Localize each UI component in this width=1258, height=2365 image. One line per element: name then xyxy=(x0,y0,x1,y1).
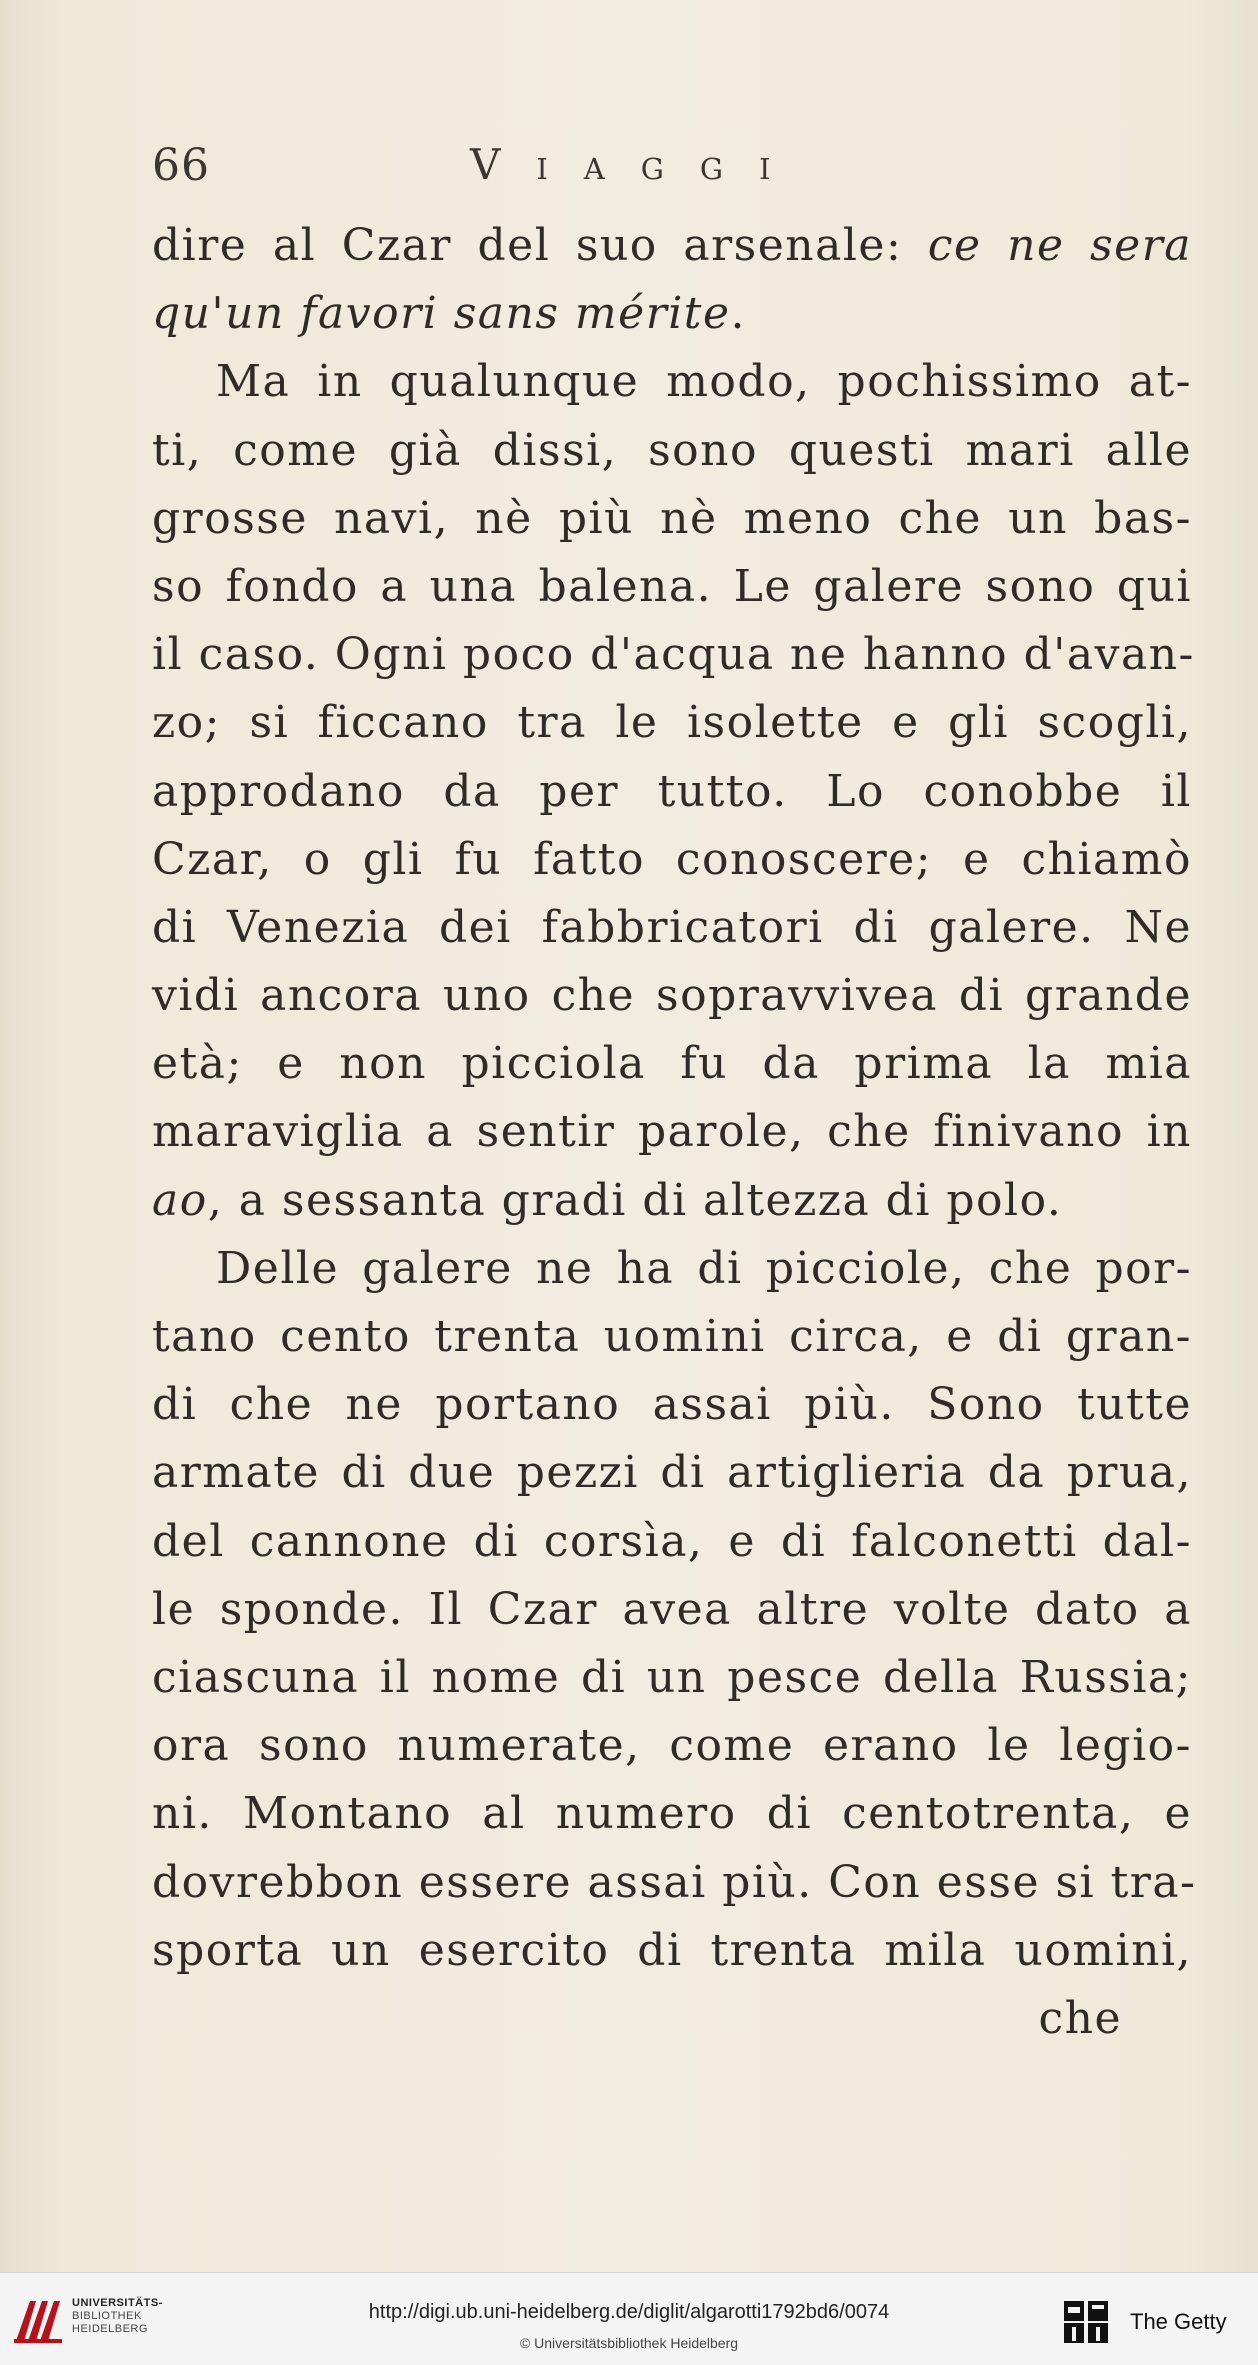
text-line-roman: tano cento trenta uomini circa, e di gran- xyxy=(152,1311,1192,1362)
text-line xyxy=(152,1780,1192,1848)
text-line xyxy=(152,280,1192,348)
library-name-line-3: HEIDELBERG xyxy=(72,2323,148,2335)
text-line-roman: ora sono numerate, come erano le legio- xyxy=(152,1720,1192,1772)
text-line xyxy=(152,1508,1192,1576)
text-line xyxy=(152,1644,1192,1712)
page-number: 66 xyxy=(152,140,210,191)
text-line-italic: ao xyxy=(152,1174,208,1226)
text-line xyxy=(152,1712,1192,1780)
text-line xyxy=(152,1235,1192,1303)
text-line-roman: dire al Czar del suo arsenale: xyxy=(152,220,928,271)
text-line-roman: di che ne portano assai più. Sono tutte xyxy=(152,1379,1192,1431)
text-line xyxy=(152,1576,1192,1644)
text-line xyxy=(152,1371,1192,1439)
text-line-roman: Ma in qualunque modo, pochissimo at- xyxy=(216,356,1192,408)
text-line-roman: ciascuna il nome di un pesce della Russia; xyxy=(152,1651,1192,1703)
text-line-after: , a sessanta gradi di altezza di polo. xyxy=(207,1174,1063,1226)
page-header xyxy=(152,140,1192,200)
text-line-italic: qu'un favori sans mérite xyxy=(152,288,731,340)
text-line-roman: vidi ancora uno che sopravvivea di grande xyxy=(152,970,1192,1022)
text-line-roman: Czar, o gli fu fatto conoscere; e chiamò xyxy=(152,833,1192,885)
footer-bar xyxy=(0,2272,1258,2365)
text-line-roman: grosse navi, nè più nè meno che un bas- xyxy=(152,492,1192,544)
text-line-roman: armate di due pezzi di artiglieria da prua, xyxy=(152,1447,1192,1499)
text-line xyxy=(152,1167,1192,1235)
text-line xyxy=(152,485,1192,553)
text-line xyxy=(152,1917,1192,1985)
catchword: che xyxy=(1038,1992,1122,2044)
text-line xyxy=(152,1098,1192,1166)
text-line xyxy=(152,417,1192,485)
library-name-line-2: BIBLIOTHEK xyxy=(72,2310,142,2322)
copyright-notice: © Universitätsbibliothek Heidelberg xyxy=(519,2335,739,2351)
text-line xyxy=(152,348,1192,416)
text-line xyxy=(152,826,1192,894)
text-line-roman: so fondo a una balena. Le galere sono qui xyxy=(152,560,1192,612)
text-line xyxy=(152,212,1192,280)
text-line-italic: ce ne sera xyxy=(927,220,1192,271)
text-line-roman: di Venezia dei fabbricatori di galere. Ne xyxy=(152,901,1192,953)
text-line xyxy=(152,1303,1192,1371)
library-name-line-1: UNIVERSITÄTS- xyxy=(72,2297,163,2309)
text-line-roman: ni. Montano al numero di centotrenta, e xyxy=(152,1788,1192,1840)
text-line-roman: ti, come già dissi, sono questi mari alle xyxy=(152,424,1192,476)
text-line-roman: le sponde. Il Czar avea altre volte dato a xyxy=(152,1583,1192,1635)
text-line xyxy=(152,689,1192,757)
text-line xyxy=(152,962,1192,1030)
running-head: Viaggi xyxy=(470,140,807,189)
text-line-roman: maraviglia a sentir parole, che finivano in xyxy=(152,1106,1192,1158)
text-line-roman: approdano da per tutto. Lo conobbe il xyxy=(152,765,1192,817)
text-line-roman: età; e non picciola fu da prima la mia xyxy=(152,1038,1192,1090)
text-line-roman: Delle galere ne ha di picciole, che por- xyxy=(216,1242,1192,1294)
text-line xyxy=(152,1439,1192,1507)
partner-name: The Getty xyxy=(1130,2309,1227,2334)
text-line xyxy=(152,621,1195,689)
getty-logo-icon xyxy=(1062,2299,1110,2345)
text-line xyxy=(152,553,1192,621)
text-line-roman: zo; si ficcano tra le isolette e gli scogli, xyxy=(152,697,1192,749)
permalink-url[interactable]: http://digi.ub.uni-heidelberg.de/diglit/algarotti1792bd6/0074 xyxy=(368,2301,890,2323)
text-line-roman: dovrebbon essere assai più. Con esse si tra- xyxy=(152,1856,1197,1908)
text-line-roman: sporta un esercito di trenta mila uomini, xyxy=(152,1924,1192,1976)
body-text xyxy=(152,212,1197,2053)
text-line xyxy=(152,1849,1197,1917)
text-line-roman: del cannone di corsìa, e di falconetti dal- xyxy=(152,1515,1192,1567)
text-line-after: . xyxy=(730,288,747,340)
text-line xyxy=(152,1030,1192,1098)
text-line-roman: il caso. Ogni poco d'acqua ne hanno d'avan- xyxy=(152,629,1195,681)
text-line xyxy=(152,894,1192,962)
text-line xyxy=(152,758,1192,826)
